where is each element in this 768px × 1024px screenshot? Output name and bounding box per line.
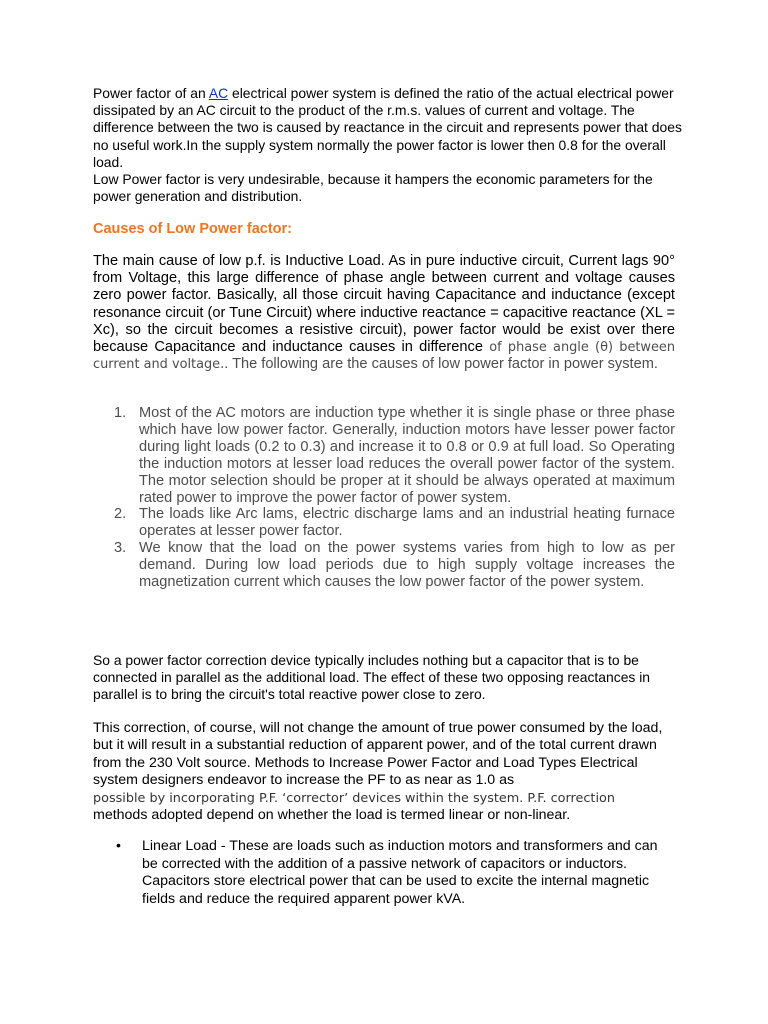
load-types-list — [116, 838, 676, 909]
list-item — [114, 540, 675, 591]
list-item-text: Most of the AC motors are induction type whether it is single phase or three phase which have low power factor. Generally, induction motors have lesser power factor during light loads (0.2 to 0.3) and increase it to 0.8 or 0.9 at full load. So Operating the induction motors at lesser load reduces the overall power factor of the system. The motor selection should be proper at it should be always operated at maximum rated power to improve the power factor of power system. — [139, 405, 675, 506]
list-item-number: 2. — [114, 506, 127, 523]
list-item-number: 3. — [114, 540, 127, 557]
causes-paragraph — [93, 253, 675, 373]
causes-phase-angle-text: of phase angle (θ) between current and voltage. — [93, 340, 676, 373]
ac-link[interactable]: AC — [208, 85, 229, 101]
causes-list — [114, 405, 675, 591]
bullet-mark: • — [116, 838, 121, 854]
intro-paragraph — [93, 85, 683, 205]
list-item — [114, 506, 675, 540]
causes-main-text: The main cause of low p.f. is Inductive Load. As in pure inductive circuit, Current lags 90° from Voltage, this large difference of phase angle between current and voltage causes zero power factor. Basically, all those circuit having Capacitance and inductance (except resonance circuit (or Tune Circuit) where inductive reactance = capacitive reactance (XL = Xc), so the circuit becomes a resistive circuit), power factor would be exist over there because Capacitance and inductance causes in difference — [93, 253, 675, 356]
p4-text-c: methods adopted depend on whether the load is termed linear or non-linear. — [93, 807, 571, 824]
causes-tail-text: . The following are the causes of low power factor in power system. — [224, 356, 658, 373]
correction-device-paragraph: So a power factor correction device typically includes nothing but a capacitor that is to be connected in parallel as the additional load. The effect of these two opposing reactances in parallel is to bring the circuit's total reactive power close to zero. — [93, 652, 651, 703]
intro-prefix: Power factor of an — [93, 85, 209, 101]
list-item-number: 1. — [114, 405, 127, 421]
correction-effect-paragraph — [93, 720, 683, 824]
intro-rest: electrical power system is defined the ratio of the actual electrical power dissipated by an AC circuit to the product of the r.m.s. values of current and voltage. The difference between the two is caused by reactance in the circuit and represents power that does no useful work.In the supply system normally the power factor is lower then 0.8 for the overall load. — [93, 85, 682, 170]
bullet-text: Linear Load - These are loads such as induction motors and transformers and can be corrected with the addition of a passive network of capacitors or inductors. Capacitors store electrical power that can be used to excite the internal magnetic fields and reduce the required apparent power kVA. — [142, 838, 658, 908]
p4-text-b: possible by incorporating P.F. ‘corrector’ devices within the system. P.F. correction — [93, 790, 615, 806]
list-item — [114, 405, 675, 506]
section-heading: Causes of Low Power factor: — [93, 221, 293, 237]
list-item-text: The loads like Arc lams, electric discharge lams and an industrial heating furnace operates at lesser power factor. — [139, 506, 675, 540]
intro-second-line: Low Power factor is very undesirable, because it hampers the economic parameters for the power generation and distribution. — [93, 171, 653, 205]
list-item-text: We know that the load on the power systems varies from high to low as per demand. During low load periods due to high supply voltage increases the magnetization current which causes the low power factor of the power system. — [139, 540, 675, 591]
p4-text-a: This correction, of course, will not change the amount of true power consumed by the load, but it will result in a substantial reduction of apparent power, and of the total current drawn from the 230 Volt source. Methods to Increase Power Factor and Load Types Electrical system designers endeavor to increase the PF to as near as 1.0 as — [93, 720, 663, 789]
list-item — [116, 838, 676, 909]
